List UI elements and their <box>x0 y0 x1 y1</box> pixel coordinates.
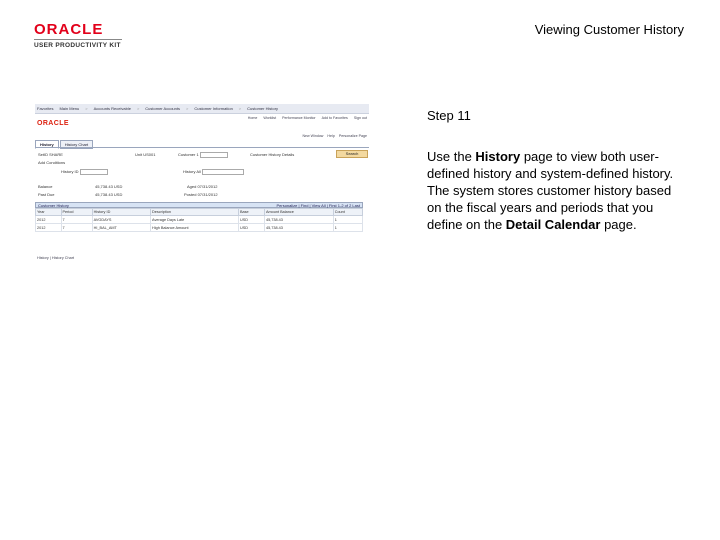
tab-history[interactable]: History <box>35 140 59 149</box>
col-history-id[interactable]: History ID <box>92 209 150 216</box>
step-description <box>427 148 689 233</box>
link-new-window[interactable]: New Window <box>302 134 324 138</box>
unit-field: Unit US001 <box>135 152 156 157</box>
application-screenshot <box>35 104 369 264</box>
oracle-logo-text: ORACLE <box>34 21 104 38</box>
grid-navigation[interactable]: Personalize | Find | View All | First 1-2 of 2 Last <box>276 202 360 208</box>
customer-input[interactable] <box>200 152 228 158</box>
grid-title: Customer History <box>38 202 69 208</box>
customer-field: Customer 1 <box>178 152 228 158</box>
page-utility-links <box>302 134 367 138</box>
customer-history-link[interactable]: Customer History Details <box>250 152 295 157</box>
col-amount-balance[interactable]: Amount Balance <box>264 209 333 216</box>
nav-separator: > <box>185 106 189 111</box>
col-period[interactable]: Period <box>61 209 92 216</box>
nav-separator: > <box>136 106 140 111</box>
customer-history-grid <box>35 208 363 232</box>
col-year[interactable]: Year <box>36 209 62 216</box>
search-button[interactable]: Search <box>336 150 368 158</box>
page-footer-links[interactable]: History | History Chart <box>37 256 75 260</box>
step-desc-bold-detail-calendar: Detail Calendar <box>505 217 601 232</box>
table-row: 2012 7 AVGDAYS Average Days Late USD 45,738.43 1 <box>36 216 363 224</box>
tab-divider <box>35 147 369 148</box>
posted-date: Posted 07/31/2012 <box>184 192 218 197</box>
step-desc-part-3: page. <box>600 217 637 232</box>
link-personalize-page[interactable]: Personalize Page <box>338 134 367 138</box>
link-help[interactable]: Help <box>327 134 335 138</box>
header-links <box>248 116 367 120</box>
tab-history-chart[interactable]: History Chart <box>60 140 93 149</box>
link-add-to-favorites[interactable]: Add to Favorites <box>321 116 348 120</box>
aged-date: Aged 07/31/2012 <box>187 184 218 189</box>
step-desc-bold-history: History <box>475 149 521 164</box>
nav-main-menu[interactable]: Main Menu <box>59 106 80 111</box>
menu-breadcrumb-bar <box>35 104 369 114</box>
history-select-field: History All <box>183 169 244 175</box>
past-due-label: Past Due <box>38 192 55 197</box>
col-base[interactable]: Base <box>239 209 265 216</box>
col-description[interactable]: Description <box>151 209 239 216</box>
step-title: Step 11 <box>427 108 471 123</box>
logo-divider <box>34 39 122 40</box>
history-select[interactable] <box>202 169 244 175</box>
history-id-field: History ID <box>61 169 108 175</box>
link-worklist[interactable]: Worklist <box>263 116 277 120</box>
balance-label: Balance <box>38 184 53 189</box>
grid-header-row <box>36 209 363 216</box>
nav-accounts-receivable[interactable]: Accounts Receivable <box>93 106 131 111</box>
link-home[interactable]: Home <box>247 116 258 120</box>
upk-logo-text: USER PRODUCTIVITY KIT <box>34 42 121 49</box>
nav-separator: > <box>85 106 88 111</box>
link-performance-monitor[interactable]: Performance Monitor <box>282 116 316 120</box>
oracle-upk-logo <box>34 22 124 49</box>
nav-customer-accounts[interactable]: Customer Accounts <box>145 106 180 111</box>
table-row: 2012 7 HI_BAL_AMT High Balance Amount USD 45,738.43 1 <box>36 224 363 232</box>
step-desc-part-1: Use the <box>427 149 476 164</box>
balance-value: 45,738.43 USD <box>95 184 123 189</box>
step-desc-part-2: page to view both user-defined history and system-defined history. The system stores customer history based on the fiscal years and periods that you define on the <box>427 149 674 232</box>
nav-favorites[interactable]: Favorites <box>37 106 54 111</box>
setid-field: SetID SHARE <box>38 152 63 157</box>
col-count[interactable]: Count <box>333 209 362 216</box>
nav-customer-information[interactable]: Customer Information <box>194 106 233 111</box>
add-conditions-label: Add Conditions <box>38 160 66 165</box>
history-id-input[interactable] <box>80 169 108 175</box>
link-sign-out[interactable]: Sign out <box>353 116 367 120</box>
nav-customer-history[interactable]: Customer History <box>247 106 279 111</box>
nav-separator: > <box>238 106 242 111</box>
slide-title: Viewing Customer History <box>534 22 684 37</box>
past-due-value: 45,738.43 USD <box>95 192 123 197</box>
screenshot-oracle-logo: ORACLE <box>37 120 69 127</box>
